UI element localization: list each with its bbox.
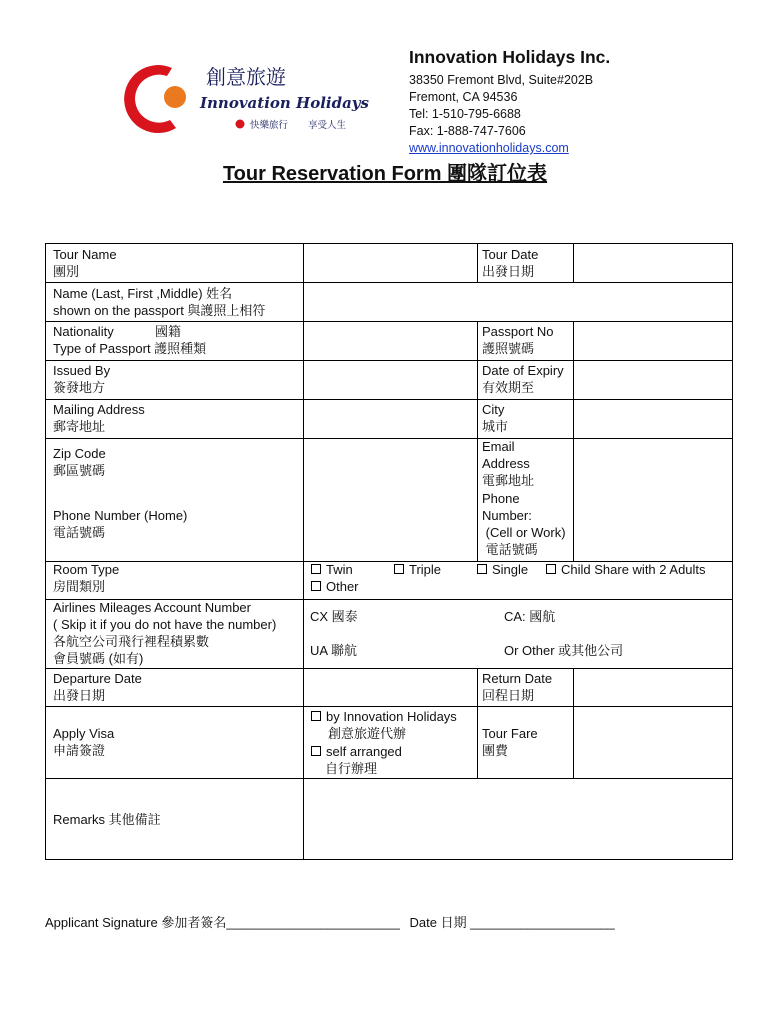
visa-self-checkbox[interactable] bbox=[311, 746, 321, 756]
visa-agency-checkbox[interactable] bbox=[311, 711, 321, 721]
issued-by-label: Issued By 簽發地方 bbox=[53, 363, 111, 395]
mailing-address-label: Mailing Address 郵寄地址 bbox=[53, 402, 145, 434]
divider bbox=[46, 706, 732, 707]
apply-visa-label: Apply Visa 申請簽證 bbox=[53, 726, 115, 758]
divider bbox=[303, 244, 304, 860]
other-room-checkbox[interactable] bbox=[311, 581, 321, 591]
company-website-link[interactable]: www.innovationholidays.com bbox=[409, 141, 569, 155]
form-title: Tour Reservation Form 團隊訂位表 bbox=[222, 163, 548, 185]
logo-slogan-right: 享受人生 bbox=[308, 120, 347, 131]
visa-option-self[interactable]: self arranged 自行辦理 bbox=[311, 743, 402, 777]
divider bbox=[46, 399, 732, 400]
signature-date-field[interactable]: Date 日期 ____________________ bbox=[409, 915, 615, 930]
reservation-form-table bbox=[45, 243, 733, 860]
return-date-label: Return Date 回程日期 bbox=[482, 671, 553, 703]
divider bbox=[46, 668, 732, 669]
logo-dot-icon bbox=[236, 120, 245, 129]
divider bbox=[573, 668, 574, 778]
room-option-single[interactable]: Single bbox=[477, 561, 528, 578]
divider bbox=[477, 321, 478, 561]
airline-ua-label: UA 聯航 bbox=[310, 643, 357, 658]
company-name: Innovation Holidays Inc. bbox=[409, 47, 611, 67]
divider bbox=[46, 778, 732, 779]
company-address-line2: Fremont, CA 94536 bbox=[409, 90, 518, 104]
email-label: Email Address 電郵地址 bbox=[482, 439, 535, 488]
home-phone-label: Phone Number (Home) 電話號碼 bbox=[53, 508, 188, 540]
child-share-checkbox[interactable] bbox=[546, 564, 556, 574]
divider bbox=[46, 360, 732, 361]
signature-line bbox=[45, 912, 615, 931]
logo-chinese-name: 創意旅遊 bbox=[206, 65, 286, 89]
passport-no-label: Passport No 護照號碼 bbox=[482, 324, 554, 356]
company-fax: Fax: 1-888-747-7606 bbox=[409, 124, 526, 138]
airline-mileage-label: Airlines Mileages Account Number ( Skip it if you do not have the number) 各航空公司飛行裡程積累數 會員號碼 (如有) bbox=[53, 600, 277, 666]
divider bbox=[477, 244, 478, 282]
zip-code-label: Zip Code 郵區號碼 bbox=[53, 446, 106, 478]
room-option-child-share[interactable]: Child Share with 2 Adults bbox=[546, 561, 706, 578]
airline-other-label: Or Other 或其他公司 bbox=[504, 643, 624, 658]
divider bbox=[573, 321, 574, 561]
city-label: City 城市 bbox=[482, 402, 509, 434]
room-option-triple[interactable]: Triple bbox=[394, 561, 441, 578]
logo-graphic bbox=[120, 56, 390, 146]
company-tel: Tel: 1-510-795-6688 bbox=[409, 107, 521, 121]
nationality-label: Nationality 國籍 Type of Passport 護照種類 bbox=[53, 324, 207, 356]
company-info bbox=[409, 46, 610, 157]
applicant-signature-field[interactable]: Applicant Signature 參加者簽名________________________ bbox=[45, 915, 400, 930]
divider bbox=[573, 244, 574, 282]
passport-type-label: Type of Passport 護照種類 bbox=[53, 341, 207, 356]
divider bbox=[46, 438, 732, 439]
departure-date-label: Departure Date 出發日期 bbox=[53, 671, 142, 703]
company-address-line1: 38350 Fremont Blvd, Suite#202B bbox=[409, 73, 594, 87]
divider bbox=[46, 321, 732, 322]
divider bbox=[477, 668, 478, 778]
tour-name-label: Tour Name 團別 bbox=[53, 247, 117, 279]
room-option-twin[interactable]: Twin bbox=[311, 561, 353, 578]
single-checkbox[interactable] bbox=[477, 564, 487, 574]
logo-slogan-left: 快樂旅行 bbox=[250, 120, 289, 131]
logo-english-name: Innovation Holidays bbox=[200, 94, 369, 112]
divider bbox=[46, 282, 732, 283]
tour-date-label: Tour Date 出發日期 bbox=[482, 247, 539, 279]
cell-phone-label: Phone Number: (Cell or Work) 電話號碼 bbox=[482, 491, 566, 557]
room-type-label: Room Type 房間類別 bbox=[53, 562, 120, 594]
triple-checkbox[interactable] bbox=[394, 564, 404, 574]
room-option-other[interactable]: Other bbox=[311, 578, 359, 595]
airline-ca-label: CA: 國航 bbox=[504, 609, 556, 624]
expiry-date-label: Date of Expiry 有效期至 bbox=[482, 363, 564, 395]
twin-checkbox[interactable] bbox=[311, 564, 321, 574]
company-logo bbox=[120, 56, 390, 146]
airline-cx-label: CX 國泰 bbox=[310, 609, 358, 624]
name-label: Name (Last, First ,Middle) 姓名 shown on the passport 與護照上相符 bbox=[53, 286, 266, 318]
tour-fare-label: Tour Fare 團費 bbox=[482, 726, 538, 758]
visa-option-agency[interactable]: by Innovation Holidays 創意旅遊代辦 bbox=[311, 708, 457, 742]
remarks-label: Remarks 其他備註 bbox=[53, 812, 161, 827]
